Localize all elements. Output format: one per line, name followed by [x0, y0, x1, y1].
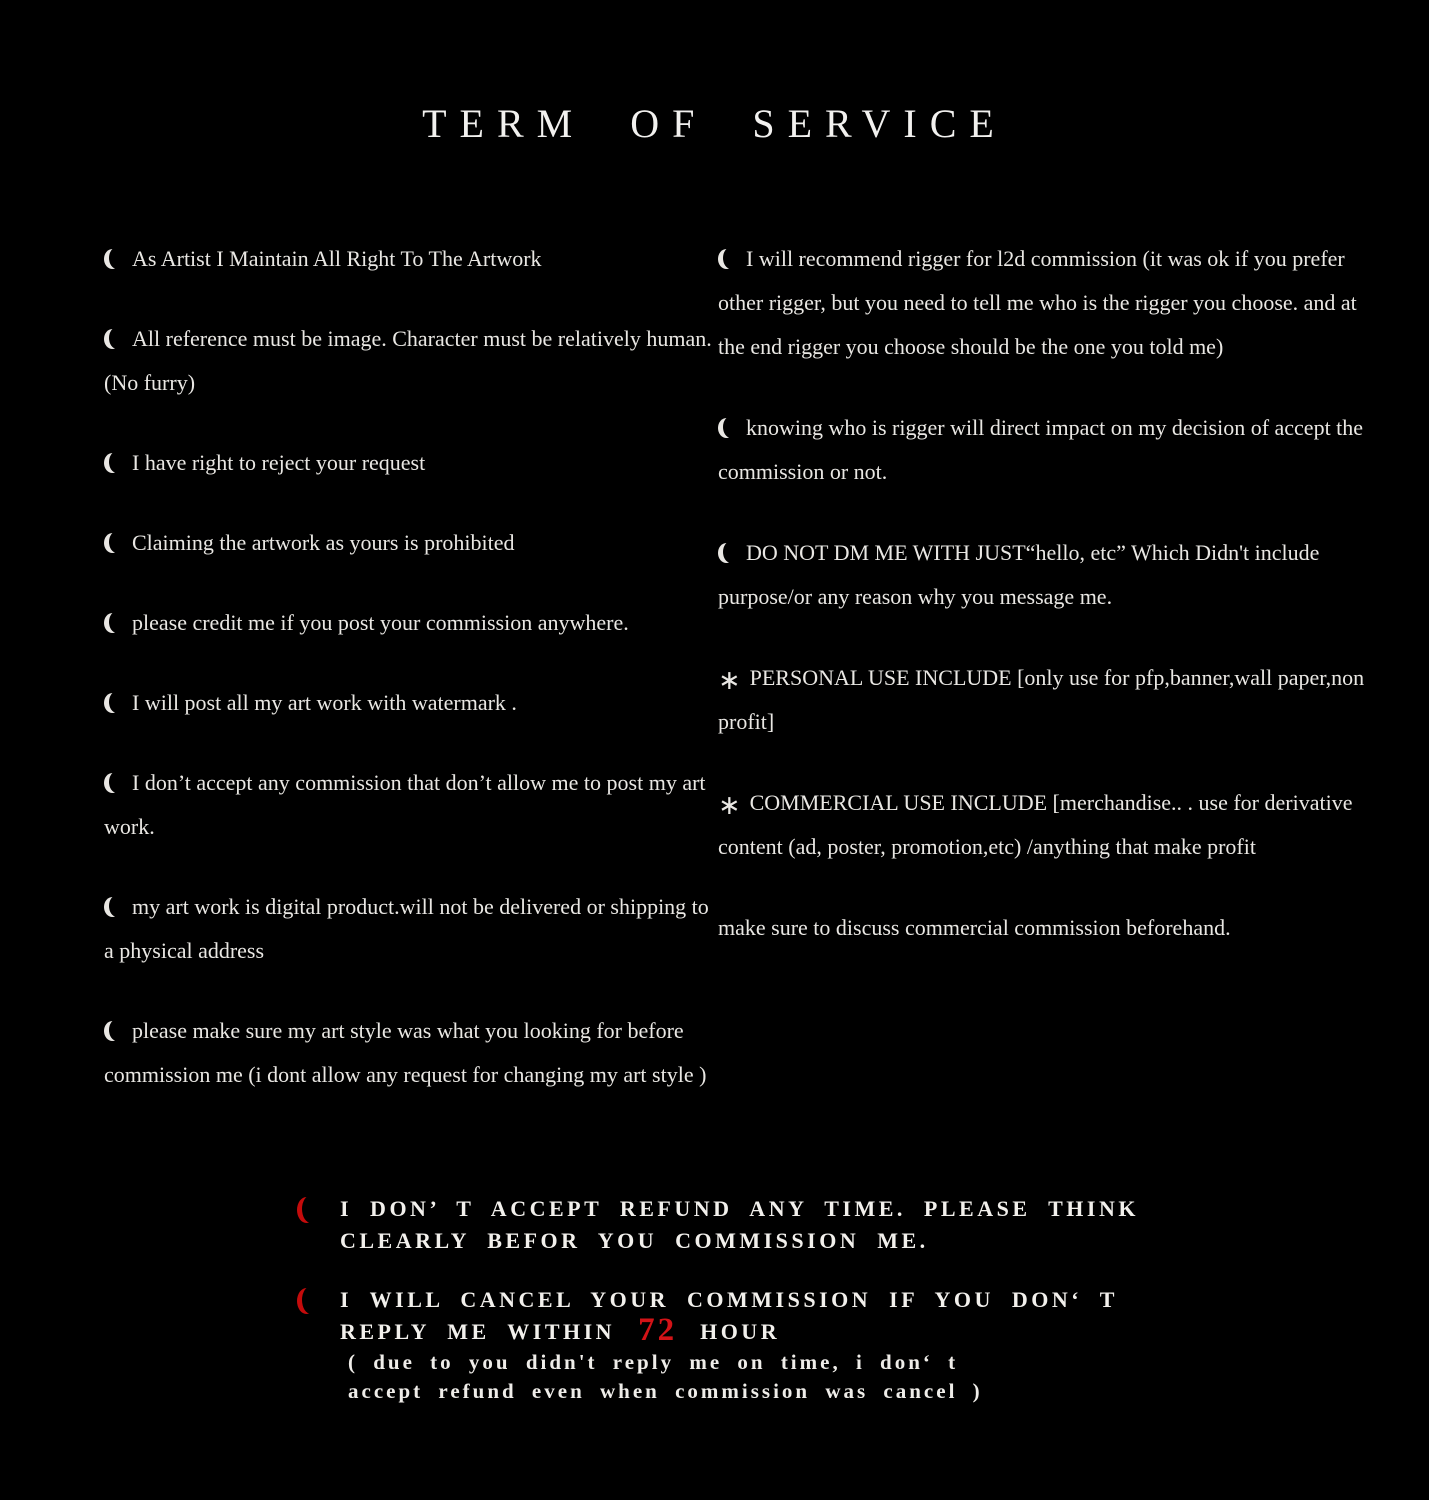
footer-note-text	[340, 1284, 1118, 1406]
footer-note-subline: ( due to you didn't reply me on time, i don‘ t	[348, 1350, 959, 1374]
term-item	[104, 761, 716, 849]
term-item	[718, 406, 1373, 494]
term-item	[104, 521, 716, 565]
term-item	[718, 531, 1373, 619]
crescent-moon-icon	[104, 1021, 121, 1041]
footer-note-line: CLEARLY BEFOR YOU COMMISSION ME.	[340, 1228, 929, 1253]
term-text: COMMERCIAL USE INCLUDE [merchandise.. . use for derivative content (ad, poster, promotion,etc) /anything that make profit	[718, 790, 1353, 859]
term-text: I will recommend rigger for l2d commission (it was ok if you prefer other rigger, but you need to tell me who is the rigger you choose. and at the end rigger you choose should be the one you told me)	[718, 246, 1357, 359]
term-text: DO NOT DM ME WITH JUST“hello, etc” Which Didn't include purpose/or any reason why you message me.	[718, 540, 1320, 609]
terms-column-left	[104, 237, 716, 1133]
crescent-moon-icon	[104, 533, 121, 553]
term-text: All reference must be image. Character must be relatively human.(No furry)	[104, 326, 712, 395]
term-item	[718, 237, 1373, 369]
crescent-moon-icon	[104, 773, 121, 793]
footer-note-line	[340, 1312, 1118, 1348]
term-item	[718, 656, 1373, 744]
page-title: TERM OF SERVICE	[422, 101, 1007, 146]
term-text: Claiming the artwork as yours is prohibited	[132, 530, 515, 555]
crescent-moon-icon	[718, 543, 735, 563]
six-pointed-star-icon	[718, 676, 741, 686]
crescent-moon-icon	[104, 329, 121, 349]
six-pointed-star-icon	[718, 801, 741, 811]
term-item	[104, 885, 716, 973]
term-text: PERSONAL USE INCLUDE [only use for pfp,banner,wall paper,non profit]	[718, 665, 1365, 734]
hours-value: 72	[638, 1312, 678, 1348]
term-item	[718, 906, 1373, 950]
term-text: I have right to reject your request	[132, 450, 426, 475]
term-item	[104, 237, 716, 281]
term-item	[718, 781, 1373, 869]
crescent-moon-icon	[104, 249, 121, 269]
term-text: please make sure my art style was what you looking for before commission me (i dont allow any request for changing my art style )	[104, 1018, 707, 1087]
crescent-moon-icon	[718, 249, 735, 269]
term-item	[104, 1009, 716, 1097]
term-item	[104, 441, 716, 485]
term-text: As Artist I Maintain All Right To The Artwork	[132, 246, 542, 271]
footer-note-line: I WILL CANCEL YOUR COMMISSION IF YOU DON‘ T	[340, 1287, 1118, 1312]
term-item	[104, 317, 716, 405]
footer-note-subline: accept refund even when commission was cancel )	[348, 1379, 983, 1403]
footer-note-line-part: HOUR	[682, 1319, 781, 1344]
crescent-moon-icon	[104, 897, 121, 917]
footer-note-refund	[297, 1193, 1139, 1257]
term-text: I don’t accept any commission that don’t allow me to post my art work.	[104, 770, 706, 839]
crescent-moon-icon	[104, 453, 121, 473]
footer-notes	[297, 1193, 1139, 1433]
term-item	[104, 681, 716, 725]
crescent-moon-icon	[104, 693, 121, 713]
terms-column-right	[718, 237, 1373, 987]
footer-note-cancel	[297, 1284, 1139, 1406]
footer-note-line: I DON’ T ACCEPT REFUND ANY TIME. PLEASE THINK	[340, 1196, 1139, 1221]
crescent-moon-icon	[104, 613, 121, 633]
crescent-moon-icon	[718, 418, 735, 438]
footer-note-text	[340, 1193, 1139, 1257]
term-text: my art work is digital product.will not be delivered or shipping to a physical address	[104, 894, 709, 963]
term-text: knowing who is rigger will direct impact on my decision of accept the commission or not.	[718, 415, 1364, 484]
crescent-moon-red-icon	[297, 1288, 316, 1314]
term-text: please credit me if you post your commission anywhere.	[132, 610, 629, 635]
crescent-moon-red-icon	[297, 1197, 316, 1223]
term-item	[104, 601, 716, 645]
term-text: make sure to discuss commercial commission beforehand.	[718, 915, 1231, 940]
footer-note-line-part: REPLY ME WITHIN	[340, 1319, 634, 1344]
term-text: I will post all my art work with watermark .	[132, 690, 517, 715]
